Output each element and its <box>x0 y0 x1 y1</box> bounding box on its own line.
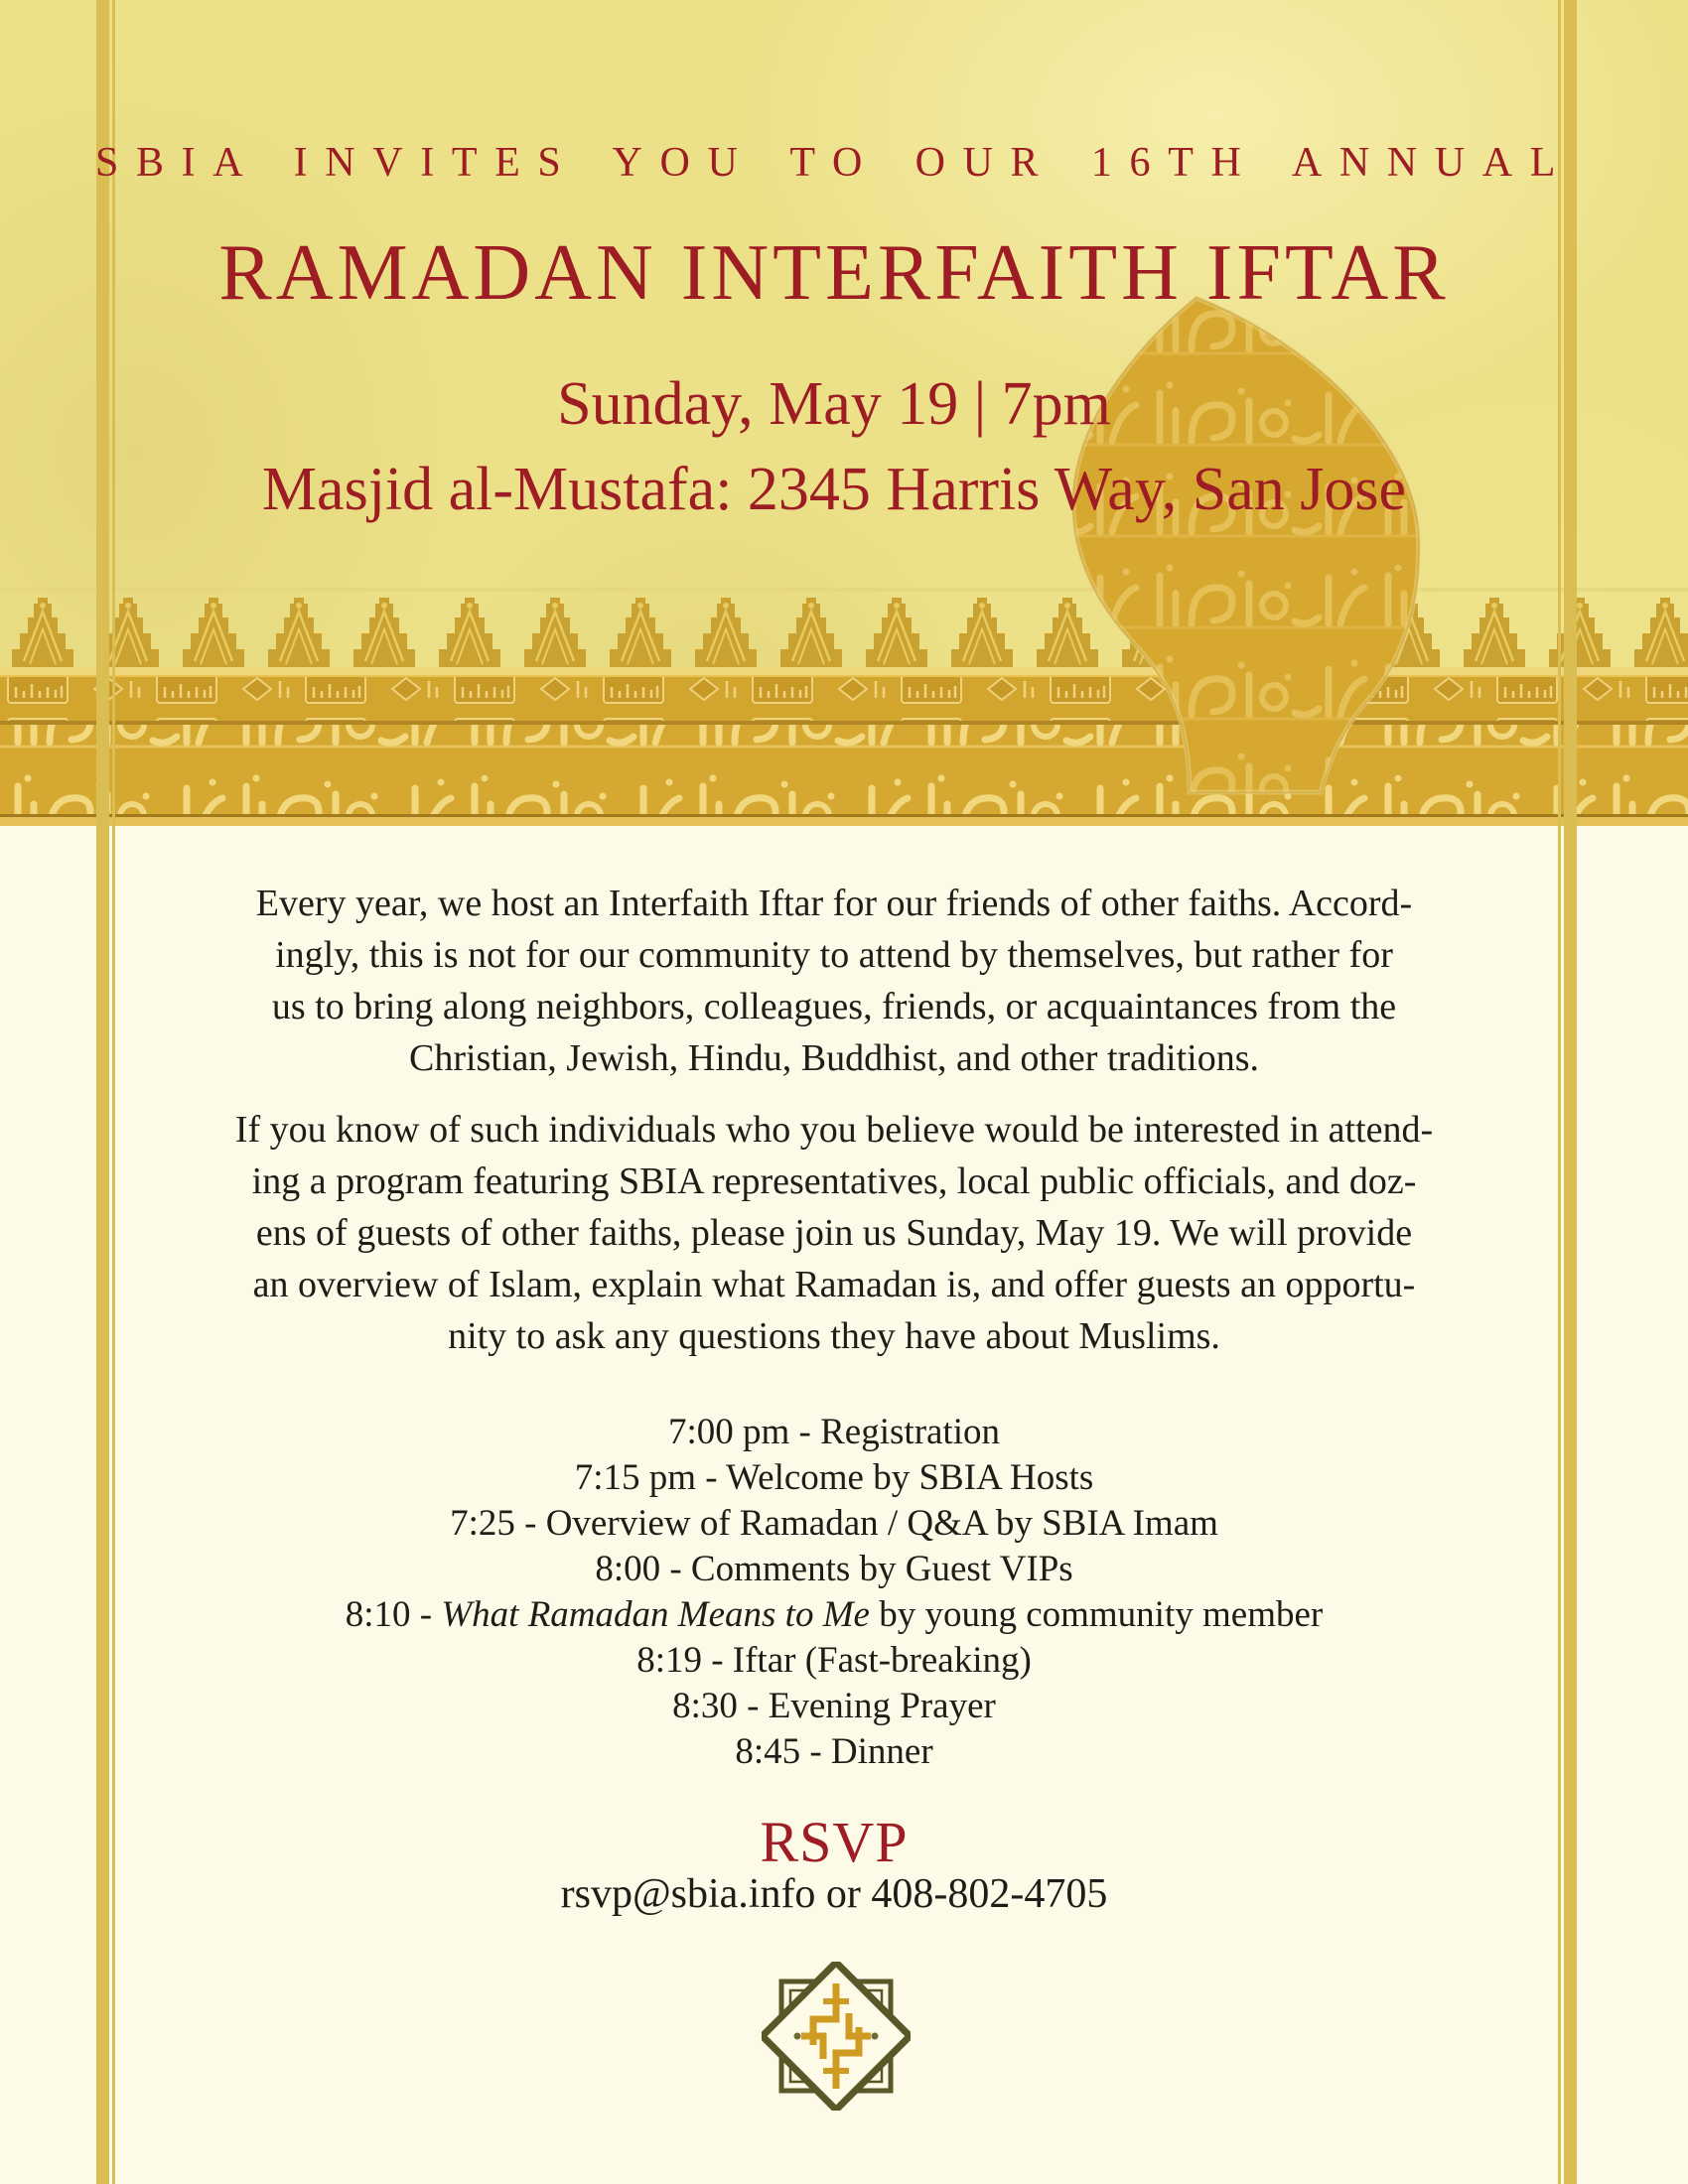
schedule-item: 8:19 - Iftar (Fast-breaking) <box>636 1640 1032 1681</box>
schedule-list <box>0 1410 1668 1775</box>
schedule-item-prefix: 8:10 - <box>345 1594 442 1635</box>
paragraph-line: us to bring along neighbors, colleagues, friends, or acquaintances from the <box>271 986 1397 1027</box>
schedule-item: 7:25 - Overview of Ramadan / Q&A by SBIA Imam <box>450 1503 1218 1544</box>
sbia-kufic-square-logo-icon <box>762 1962 911 2111</box>
schedule-item: 7:15 pm - Welcome by SBIA Hosts <box>574 1457 1094 1498</box>
rsvp-heading: RSVP <box>760 1810 909 1874</box>
intro-paragraph-2 <box>0 1104 1668 1362</box>
paragraph-line: ens of guests of other faiths, please join us Sunday, May 19. We will provide <box>255 1212 1413 1254</box>
event-title: RAMADAN INTERFAITH IFTAR <box>218 229 1450 317</box>
event-datetime: Sunday, May 19 | 7pm <box>557 370 1111 438</box>
event-venue: Masjid al-Mustafa: 2345 Harris Way, San Jose <box>261 456 1407 523</box>
schedule-item: 8:00 - Comments by Guest VIPs <box>595 1549 1073 1589</box>
paragraph-line: nity to ask any questions they have about Muslims. <box>448 1315 1220 1357</box>
intro-paragraph-1 <box>0 878 1668 1084</box>
rsvp-contact: rsvp@sbia.info or 408-802-4705 <box>560 1871 1108 1917</box>
paragraph-line: ing a program featuring SBIA representatives, local public officials, and doz- <box>251 1160 1417 1202</box>
paragraph-line: an overview of Islam, explain what Ramadan is, and offer guests an opportu- <box>252 1264 1416 1305</box>
schedule-item: 8:30 - Evening Prayer <box>672 1686 996 1726</box>
schedule-item: 8:45 - Dinner <box>735 1731 933 1772</box>
schedule-item <box>0 1592 1668 1638</box>
stepped-merlon-row-icon <box>0 592 1688 667</box>
schedule-item-italic-title: What Ramadan Means to Me <box>441 1594 870 1635</box>
schedule-item-suffix: by young community member <box>869 1594 1324 1635</box>
paragraph-line: Every year, we host an Interfaith Iftar for our friends of other faiths. Accord- <box>255 883 1413 924</box>
paragraph-line: If you know of such individuals who you believe would be interested in attend- <box>234 1109 1434 1151</box>
schedule-item: 7:00 pm - Registration <box>668 1412 1000 1452</box>
paragraph-line: ingly, this is not for our community to attend by themselves, but rather for <box>275 934 1393 976</box>
paragraph-line: Christian, Jewish, Hindu, Buddhist, and other traditions. <box>408 1037 1259 1079</box>
eyebrow-text: SBIA INVITES YOU TO OUR 16TH ANNUAL <box>95 140 1573 186</box>
